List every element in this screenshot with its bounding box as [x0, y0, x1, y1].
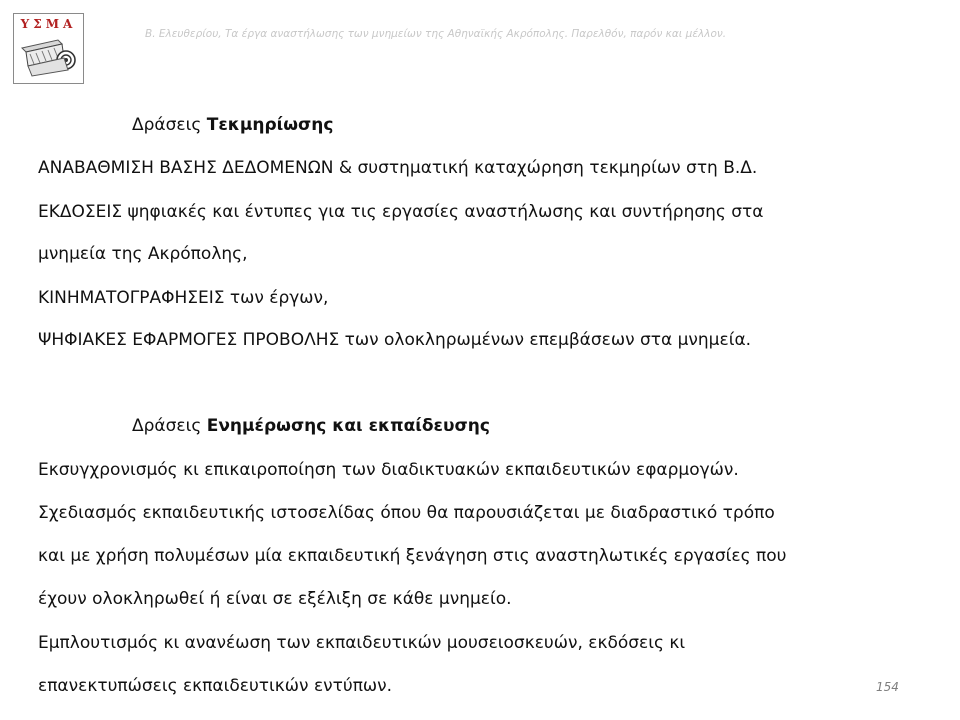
education-line: επανεκτυπώσεις εκπαιδευτικών εντύπων.: [38, 676, 393, 696]
heading-prefix: Δράσεις: [132, 416, 207, 436]
logo-text: ΥΣΜΑ: [20, 17, 77, 31]
documentation-line: ΚΙΝΗΜΑΤΟΓΡΑΦΗΣΕΙΣ των έργων,: [38, 288, 329, 308]
heading-prefix: Δράσεις: [132, 115, 207, 135]
education-line: Εμπλουτισμός κι ανανέωση των εκπαιδευτικών μουσειοσκευών, εκδόσεις κι: [38, 633, 686, 653]
education-line: Σχεδιασμός εκπαιδευτικής ιστοσελίδας όπου θα παρουσιάζεται με διαδραστικό τρόπο: [38, 503, 775, 523]
section-heading-education: [132, 415, 490, 437]
column-capital-icon: [18, 34, 80, 80]
documentation-line: ΨΗΦΙΑΚΕΣ ΕΦΑΡΜΟΓΕΣ ΠΡΟΒΟΛΗΣ των ολοκληρωμένων επεμβάσεων στα μνημεία.: [38, 330, 752, 350]
heading-title: Ενημέρωσης και εκπαίδευσης: [206, 416, 490, 436]
header-caption: Β. Ελευθερίου, Τα έργα αναστήλωσης των μνημείων της Αθηναϊκής Ακρόπολης. Παρελθόν, παρόν και μέλλον.: [145, 28, 727, 40]
documentation-line: ΕΚΔΟΣΕΙΣ ψηφιακές και έντυπες για τις εργασίες αναστήλωσης και συντήρησης στα: [38, 202, 764, 222]
documentation-line: ΑΝΑΒΑΘΜΙΣΗ ΒΑΣΗΣ ΔΕΔΟΜΕΝΩΝ & συστηματική καταχώρηση τεκμηρίων στη Β.Δ.: [38, 158, 758, 178]
ysma-logo: [13, 13, 84, 84]
education-line: έχουν ολοκληρωθεί ή είναι σε εξέλιξη σε κάθε μνημείο.: [38, 589, 512, 609]
heading-title: Τεκμηρίωσης: [206, 115, 334, 135]
education-line: Εκσυγχρονισμός κι επικαιροποίηση των διαδικτυακών εκπαιδευτικών εφαρμογών.: [38, 460, 739, 480]
page-number: 154: [876, 680, 899, 694]
education-line: και με χρήση πολυμέσων μία εκπαιδευτική ξενάγηση στις αναστηλωτικές εργασίες που: [38, 546, 787, 566]
section-heading-documentation: [132, 114, 333, 136]
documentation-line: μνημεία της Ακρόπολης,: [38, 244, 248, 264]
